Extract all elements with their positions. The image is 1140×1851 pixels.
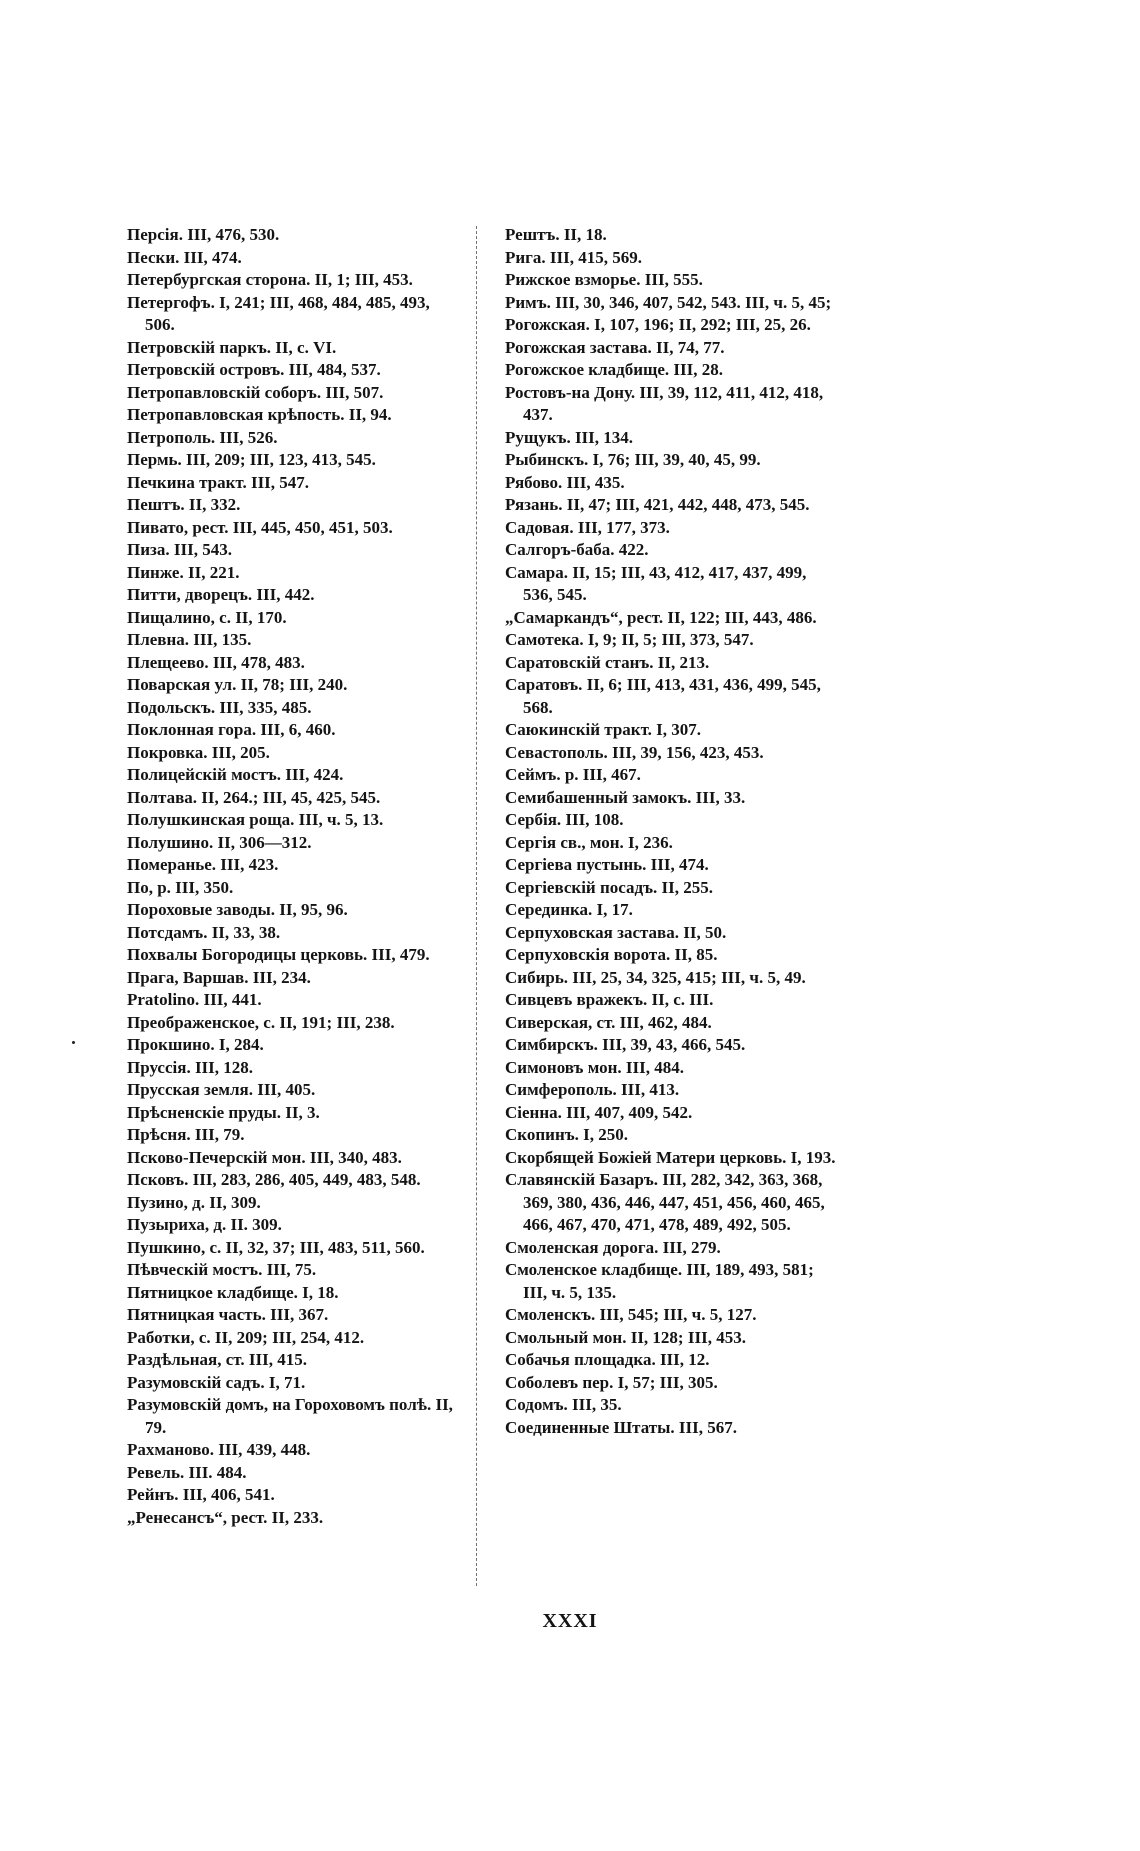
index-entry: Рязань. II, 47; III, 421, 442, 448, 473, 545. — [505, 495, 810, 514]
index-entry: Пештъ. II, 332. — [127, 495, 241, 514]
index-entry: „Самаркандъ“, рест. II, 122; III, 443, 486. — [505, 607, 817, 627]
index-entry: Полицейскій мостъ. III, 424. — [127, 765, 344, 784]
index-entry: Саюкинскій тракт. I, 307. — [505, 720, 702, 739]
index-entry: Салгоръ-баба. 422. — [505, 540, 649, 559]
index-entry: Сергія св., мон. I, 236. — [505, 832, 673, 852]
index-entry: Соболевъ пер. I, 57; III, 305. — [505, 1372, 718, 1392]
index-entry: Померанье. III, 423. — [127, 855, 279, 874]
index-entry: Сергіевскій посадъ. II, 255. — [505, 877, 714, 897]
index-entry: Петербургская сторона. II, 1; III, 453. — [127, 270, 413, 289]
index-entry: Смоленская дорога. III, 279. — [505, 1237, 721, 1257]
index-entry: Раздѣльная, ст. III, 415. — [127, 1350, 307, 1369]
index-entry: Соединенные Штаты. III, 567. — [505, 1417, 737, 1437]
index-entry: Рештъ. II, 18. — [505, 225, 607, 244]
index-entry: Пруссія. III, 128. — [127, 1057, 254, 1077]
index-entry: Плещеево. III, 478, 483. — [127, 652, 305, 672]
index-entry: Рущукъ. III, 134. — [505, 427, 634, 447]
index-entry: Прага, Варшав. III, 234. — [127, 967, 311, 987]
index-entry: Серпуховскія ворота. II, 85. — [505, 945, 718, 964]
index-entry: Петровскій паркъ. II, с. VI. — [127, 337, 337, 357]
index-entry: Серединка. I, 17. — [505, 900, 633, 919]
index-entry: Садовая. III, 177, 373. — [505, 517, 670, 537]
index-entry: Похвалы Богородицы церковь. III, 479. — [127, 945, 430, 964]
index-entry: Смольный мон. II, 128; III, 453. — [505, 1327, 746, 1347]
index-entry: Симферополь. III, 413. — [505, 1080, 680, 1099]
index-entry: Симбирскъ. III, 39, 43, 466, 545. — [505, 1035, 746, 1054]
index-entry: Самотека. I, 9; II, 5; III, 373, 547. — [505, 630, 754, 649]
index-entry: Pratolino. III, 441. — [127, 990, 262, 1009]
index-entry: Пузыриха, д. II. 309. — [127, 1215, 282, 1234]
index-entry: Сеймъ. р. III, 467. — [505, 765, 641, 784]
index-entry: Полтава. II, 264.; III, 45, 425, 545. — [127, 787, 381, 807]
index-entry: Саратовскій станъ. II, 213. — [505, 652, 710, 672]
index-entry: Преображенское, с. II, 191; III, 238. — [127, 1012, 395, 1032]
index-entry: Рижское взморье. III, 555. — [505, 270, 703, 289]
page-number: XXXI — [542, 1610, 598, 1632]
index-entry: Прокшино. I, 284. — [127, 1035, 264, 1054]
index-entry: Сивцевъ вражекъ. II, с. III. — [505, 990, 714, 1009]
index-entry: Прѣсня. III, 79. — [127, 1125, 245, 1144]
index-entry: Содомъ. III, 35. — [505, 1395, 622, 1414]
index-entry: Смоленское кладбище. III, 189, 493, 581; III, ч. 5, 135. — [505, 1260, 814, 1302]
index-entry: Петрополь. III, 526. — [127, 427, 278, 447]
index-entry: Рига. III, 415, 569. — [505, 247, 642, 267]
index-entry: Сиверская, ст. III, 462, 484. — [505, 1012, 712, 1032]
index-entry: Поклонная гора. III, 6, 460. — [127, 720, 336, 739]
index-entry: Подольскъ. III, 335, 485. — [127, 697, 312, 717]
index-entry: Прусская земля. III, 405. — [127, 1080, 316, 1099]
column-divider — [476, 226, 478, 1586]
index-entry: Саратовъ. II, 6; III, 413, 431, 436, 499, 545, 568. — [505, 675, 821, 717]
index-entry: Работки, с. II, 209; III, 254, 412. — [127, 1327, 365, 1347]
index-entry: Разумовскій садъ. I, 71. — [127, 1372, 306, 1392]
index-entry: Ревель. III. 484. — [127, 1462, 247, 1482]
index-entry: Петропавловскій соборъ. III, 507. — [127, 382, 384, 402]
index-entry: Смоленскъ. III, 545; III, ч. 5, 127. — [505, 1305, 757, 1324]
index-entry: Плевна. III, 135. — [127, 630, 252, 649]
index-entry: Петровскій островъ. III, 484, 537. — [127, 360, 381, 379]
index-entry: Псково-Печерскій мон. III, 340, 483. — [127, 1147, 402, 1167]
index-entry: Пятницкая часть. III, 367. — [127, 1305, 329, 1324]
index-entry: Пивато, рест. III, 445, 450, 451, 503. — [127, 517, 393, 537]
index-entry: Рогожское кладбище. III, 28. — [505, 360, 723, 379]
ink-speck — [72, 1041, 75, 1044]
index-entry: Пиза. III, 543. — [127, 540, 232, 559]
index-entry: Скопинъ. I, 250. — [505, 1125, 629, 1144]
index-entry: Рябово. III, 435. — [505, 472, 625, 492]
index-entry: Петергофъ. I, 241; III, 468, 484, 485, 493, 506. — [127, 292, 430, 334]
index-entry: Пинже. II, 221. — [127, 562, 240, 582]
index-entry: Петропавловская крѣпость. II, 94. — [127, 405, 392, 424]
index-column-right — [505, 224, 840, 1439]
index-entry: Полушино. II, 306—312. — [127, 832, 312, 852]
index-entry: Рахманово. III, 439, 448. — [127, 1440, 311, 1459]
index-entry: Питти, дворецъ. III, 442. — [127, 585, 315, 604]
index-entry: Рыбинскъ. I, 76; III, 39, 40, 45, 99. — [505, 450, 761, 469]
index-entry: Сибирь. III, 25, 34, 325, 415; III, ч. 5, 49. — [505, 967, 806, 987]
index-entry: Пузино, д. II, 309. — [127, 1192, 261, 1212]
index-entry: Разумовскій домъ, на Гороховомъ полѣ. II, 79. — [127, 1395, 453, 1437]
index-entry: Собачья площадка. III, 12. — [505, 1350, 710, 1369]
index-entry: Самара. II, 15; III, 43, 412, 417, 437, 499, 536, 545. — [505, 562, 807, 604]
index-entry: Севастополь. III, 39, 156, 423, 453. — [505, 742, 764, 762]
index-entry: Персія. III, 476, 530. — [127, 225, 280, 244]
index-entry: Покровка. III, 205. — [127, 742, 270, 762]
index-entry: Сергіева пустынь. III, 474. — [505, 855, 709, 874]
index-entry: Поварская ул. II, 78; III, 240. — [127, 675, 348, 694]
index-entry: Семибашенный замокъ. III, 33. — [505, 787, 746, 807]
index-entry: Пески. III, 474. — [127, 247, 242, 267]
index-entry: Серпуховская застава. II, 50. — [505, 922, 727, 942]
index-entry: Сіенна. III, 407, 409, 542. — [505, 1102, 693, 1122]
index-entry: Печкина тракт. III, 547. — [127, 472, 310, 492]
index-entry: Римъ. III, 30, 346, 407, 542, 543. III, ч. 5, 45; — [505, 292, 832, 312]
index-entry: Славянскій Базаръ. III, 282, 342, 363, 368, 369, 380, 436, 446, 447, 451, 456, 460, 465, 466, 467, 470, 471, 478, 489, 492, 505. — [505, 1170, 825, 1234]
index-entry: Скорбящей Божіей Матери церковь. I, 193. — [505, 1147, 836, 1167]
index-entry: Ростовъ-на Дону. III, 39, 112, 411, 412, 418, 437. — [505, 382, 824, 424]
index-entry: Симоновъ мон. III, 484. — [505, 1057, 684, 1077]
index-entry: Полушкинская роща. III, ч. 5, 13. — [127, 810, 384, 829]
index-entry: „Ренесансъ“, рест. II, 233. — [127, 1507, 324, 1527]
index-entry: Пищалино, с. II, 170. — [127, 607, 287, 627]
index-entry: Потсдамъ. II, 33, 38. — [127, 922, 281, 942]
index-entry: Прѣсненскіе пруды. II, 3. — [127, 1102, 320, 1122]
index-entry: Рогожская. I, 107, 196; II, 292; III, 25, 26. — [505, 315, 811, 334]
index-entry: Рейнъ. III, 406, 541. — [127, 1485, 275, 1504]
index-entry: Рогожская застава. II, 74, 77. — [505, 337, 725, 357]
index-entry: Пороховые заводы. II, 95, 96. — [127, 900, 348, 919]
index-entry: Сербія. III, 108. — [505, 810, 624, 829]
index-entry: Пермь. III, 209; III, 123, 413, 545. — [127, 450, 376, 469]
index-entry: По, р. III, 350. — [127, 877, 234, 897]
index-entry: Пушкино, с. II, 32, 37; III, 483, 511, 560. — [127, 1237, 425, 1257]
index-column-left — [127, 224, 462, 1529]
index-entry: Псковъ. III, 283, 286, 405, 449, 483, 548. — [127, 1170, 421, 1189]
index-entry: Пѣвческій мостъ. III, 75. — [127, 1260, 317, 1279]
index-entry: Пятницкое кладбище. I, 18. — [127, 1282, 339, 1302]
